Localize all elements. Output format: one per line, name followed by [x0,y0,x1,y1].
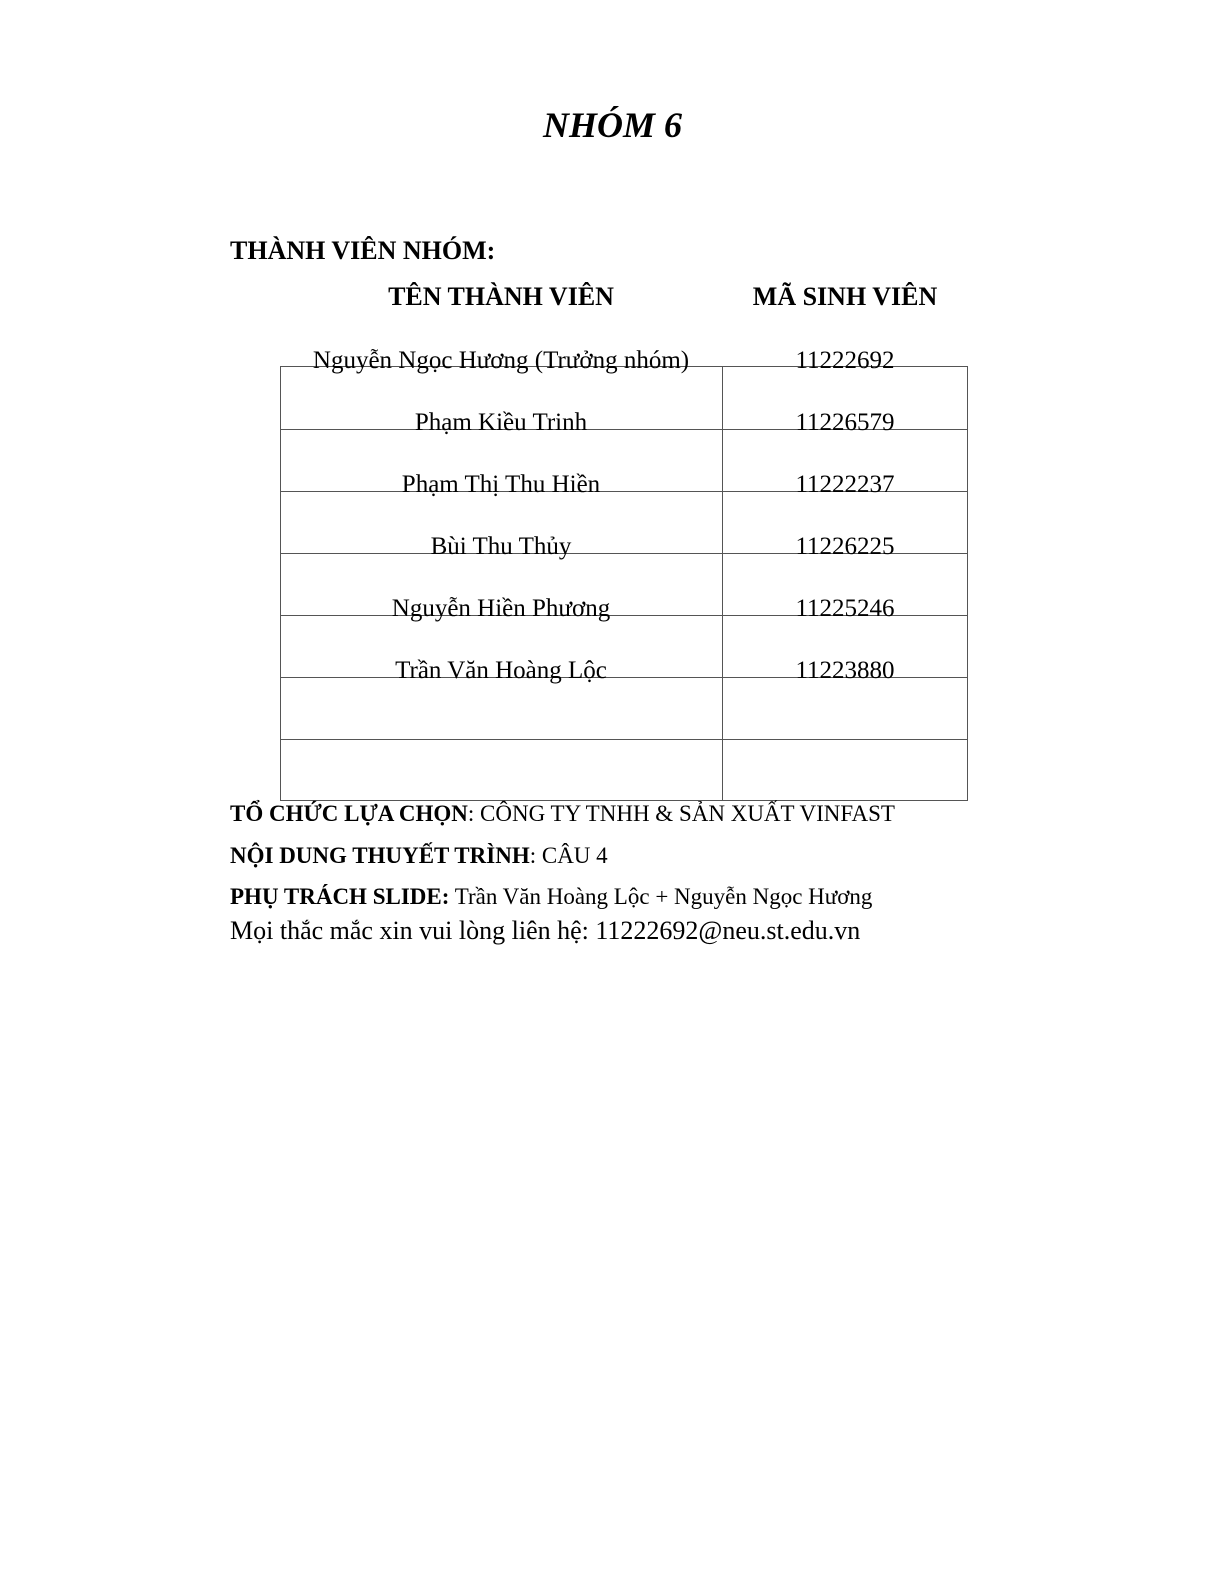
table-row [280,344,968,378]
table-row [280,530,968,564]
member-student-id: 11226579 [795,409,895,436]
member-name: Nguyễn Hiền Phương [391,595,611,622]
member-student-id: 11225246 [795,595,895,622]
presentation-line [230,840,608,872]
organization-line [230,798,895,830]
organization-label: TỔ CHỨC LỰA CHỌN [230,801,468,826]
slides-line [230,881,872,913]
member-name: Trần Văn Hoàng Lộc [395,657,607,684]
column-header-student-id: MÃ SINH VIÊN [752,282,938,311]
member-name: Phạm Kiều Trinh [414,409,588,436]
presentation-value: : CÂU 4 [529,843,608,868]
slides-label: PHỤ TRÁCH SLIDE: [230,884,450,909]
member-name: Phạm Thị Thu Hiền [401,471,601,498]
slides-value: Trần Văn Hoàng Lộc + Nguyễn Ngọc Hương [449,884,873,909]
column-header-name: TÊN THÀNH VIÊN [388,282,614,311]
table-row [280,654,968,688]
page-title: NHÓM 6 [542,105,682,145]
members-heading: THÀNH VIÊN NHÓM: [230,236,496,265]
member-name: Bùi Thu Thủy [430,533,572,560]
member-student-id: 11222692 [795,347,895,374]
member-student-id: 11223880 [795,657,895,684]
table-row [280,592,968,626]
table-row [280,468,968,502]
table-row-divider [281,739,967,740]
contact-line: Mọi thắc mắc xin vui lòng liên hệ: 11222692@neu.st.edu.vn [230,916,861,945]
member-student-id: 11222237 [795,471,895,498]
member-student-id: 11226225 [795,533,895,560]
table-row [280,406,968,440]
member-name: Nguyễn Ngọc Hương (Trưởng nhóm) [312,347,690,374]
organization-value: : CÔNG TY TNHH & SẢN XUẤT VINFAST [467,801,895,826]
presentation-label: NỘI DUNG THUYẾT TRÌNH [230,843,530,868]
